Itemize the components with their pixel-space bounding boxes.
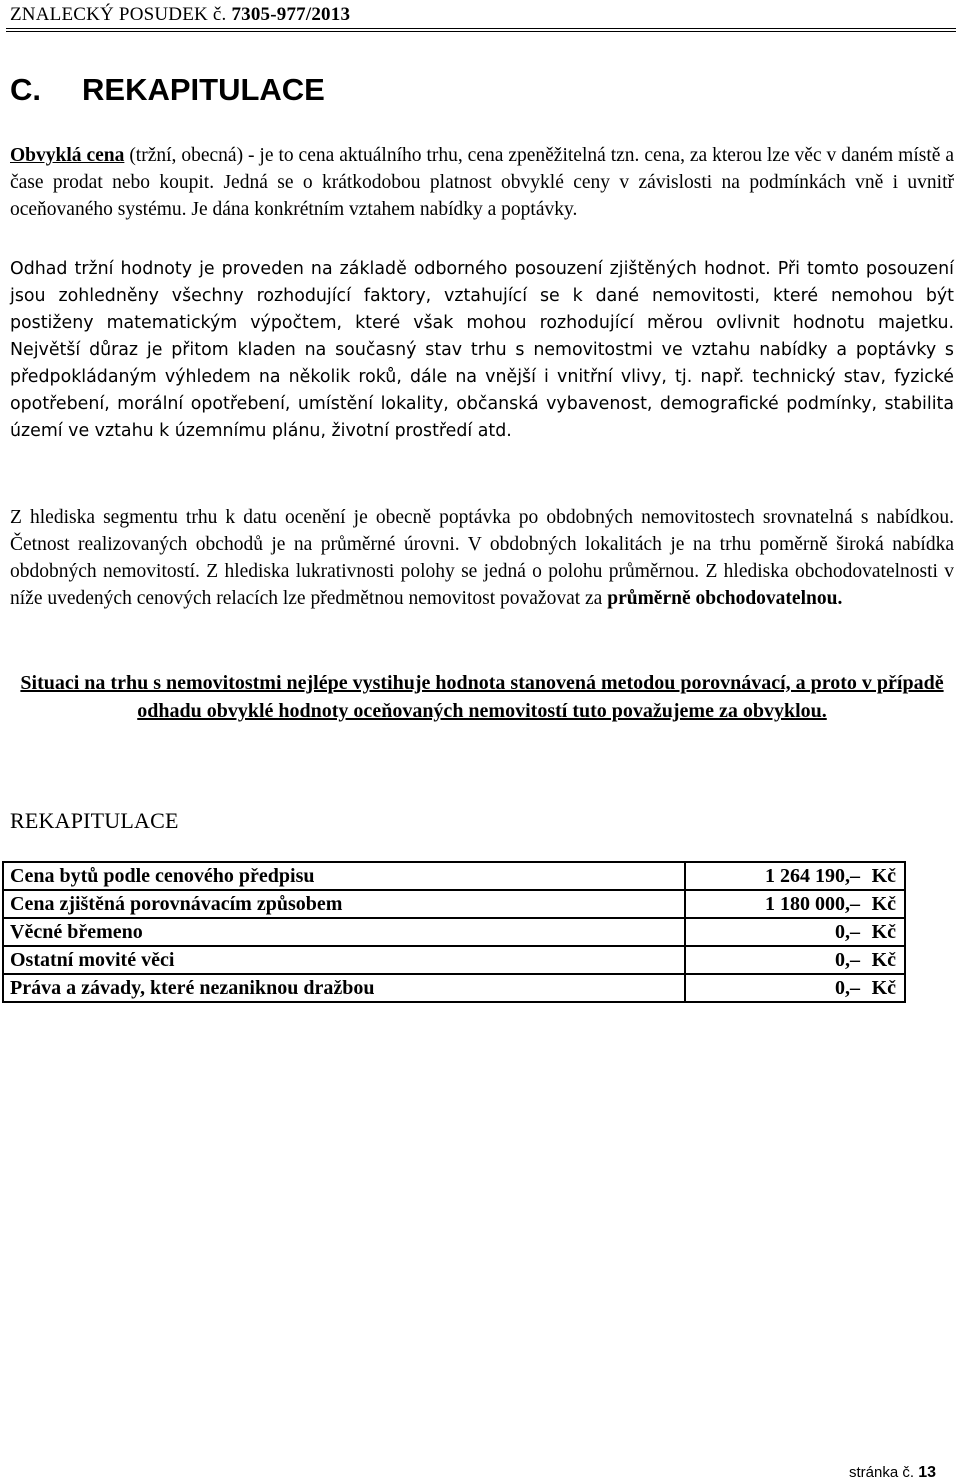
table-row bbox=[3, 946, 905, 974]
report-number: 7305-977/2013 bbox=[231, 4, 351, 25]
row-currency: Kč bbox=[871, 893, 896, 915]
conclusion-statement: Situaci na trhu s nemovitostmi nejlépe vystihuje hodnota stanovená metodou porovnávací, a proto v případě odhadu obvyklé hodnoty oceňovaných nemovitostí tuto považujeme za obvyklou. bbox=[20, 672, 944, 722]
intro-text: (tržní, obecná) - je to cena aktuálního trhu, cena zpeněžitelná tzn. cena, za kterou lze věc v daném místě a čase prodat nebo koupit. Jedná se o krátkodobou platnost obvyklé ceny v závislosti na podmínkách vně i uvnitř oceňovaného systému. Je dána konkrétním vztahem nabídky a poptávky. bbox=[10, 145, 954, 220]
table-row bbox=[3, 974, 905, 1002]
header-prefix: ZNALECKÝ POSUDEK č. bbox=[10, 4, 232, 25]
row-currency: Kč bbox=[871, 977, 896, 999]
table-row bbox=[3, 862, 905, 890]
intro-term: Obvyklá cena bbox=[10, 145, 125, 166]
estimate-paragraph: Odhad tržní hodnoty je proveden na základě odborného posouzení zjištěných hodnot. Při tomto posouzení jsou zohledněny všechny rozhodující faktory, vztahující se k dané nemovitosti, které nemohou být postiženy matematickým výpočtem, které však mohou rozhodující měrou ovlivnit hodnotu majetku. Největší důraz je přitom kladen na současný stav trhu s nemovitostmi ve vztahu nabídky a poptávky s předpokládaným výhledem na několik roků, dále na vnější i vnitřní vlivy, tj. např. technický stav, fyzické opotřebení, morální opotřebení, umístění lokality, občanská vybavenost, demografické podmínky, stabilita území ve vztahu k územnímu plánu, životní prostředí atd. bbox=[10, 259, 954, 441]
header-rule-top bbox=[6, 28, 956, 29]
row-label: Cena bytů podle cenového předpisu bbox=[3, 862, 685, 890]
recap-heading: REKAPITULACE bbox=[10, 808, 179, 833]
row-amount: 0,– bbox=[835, 921, 860, 943]
row-amount: 1 264 190,– bbox=[765, 865, 860, 887]
row-value bbox=[685, 974, 905, 1002]
section-title: REKAPITULACE bbox=[82, 72, 325, 107]
row-label: Ostatní movité věci bbox=[3, 946, 685, 974]
row-amount: 1 180 000,– bbox=[765, 893, 860, 915]
section-heading bbox=[10, 70, 325, 110]
table-row bbox=[3, 890, 905, 918]
row-amount: 0,– bbox=[835, 977, 860, 999]
footer-prefix: stránka č. bbox=[849, 1464, 919, 1481]
page-number: 13 bbox=[918, 1464, 936, 1481]
market-paragraph bbox=[10, 504, 954, 612]
row-currency: Kč bbox=[871, 949, 896, 971]
row-amount: 0,– bbox=[835, 949, 860, 971]
market-emphasis: průměrně obchodovatelnou. bbox=[607, 588, 843, 609]
section-letter: C. bbox=[10, 72, 41, 107]
recap-table bbox=[2, 861, 906, 1003]
row-currency: Kč bbox=[871, 921, 896, 943]
row-value bbox=[685, 862, 905, 890]
market-text: Z hlediska segmentu trhu k datu ocenění je obecně poptávka po obdobných nemovitostech srovnatelná s nabídkou. Četnost realizovaných obchodů je na průměrné úrovni. V obdobných lokalitách je na trhu poměrně široká nabídka obdobných nemovitostí. Z hlediska lukrativnosti polohy se jedná o polohu průměrnou. Z hlediska obchodovatelnosti v níže uvedených cenových relacích lze předmětnou nemovitost považovat za bbox=[10, 507, 954, 609]
row-value bbox=[685, 946, 905, 974]
row-label: Cena zjištěná porovnávacím způsobem bbox=[3, 890, 685, 918]
row-currency: Kč bbox=[871, 865, 896, 887]
row-label: Práva a závady, které nezaniknou dražbou bbox=[3, 974, 685, 1002]
page-footer bbox=[849, 1463, 936, 1483]
row-value bbox=[685, 918, 905, 946]
recap-table-body bbox=[3, 862, 905, 1002]
row-value bbox=[685, 890, 905, 918]
row-label: Věcné břemeno bbox=[3, 918, 685, 946]
table-row bbox=[3, 918, 905, 946]
intro-paragraph bbox=[10, 142, 954, 223]
header-rule-bottom bbox=[6, 31, 956, 32]
running-header bbox=[10, 4, 952, 34]
